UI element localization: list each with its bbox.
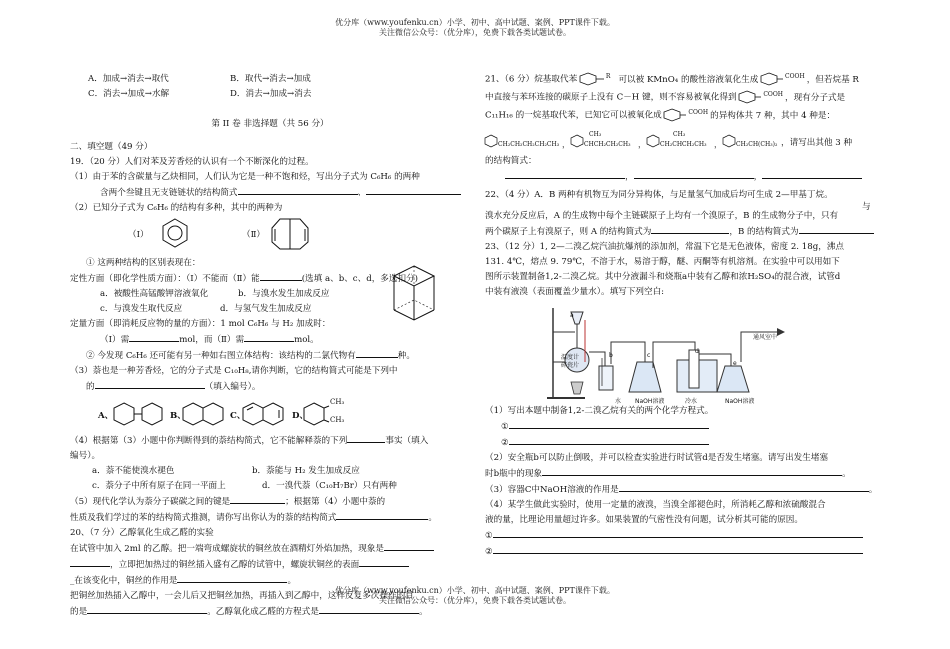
q19-opt-b: b．与溴水发生加成反应 [238, 289, 330, 299]
q22-line2: 溴水充分反应后，A 的生成物中每个主链碳原子上均有一个溴原子，B 的生成物分子中，只有 [485, 211, 839, 221]
q20-title: 20、（7 分）乙醇氧化生成乙醛的实验 [70, 528, 214, 538]
q19-opt-d: d．与氢气发生加成反应 [220, 304, 312, 314]
page-header-line2: 关注微信公众号：（优分库），免费下载各类试题试卷。 [379, 28, 571, 37]
isomer-4: CH₂CH(CH₃)₂ [736, 141, 778, 148]
option-a: A．加成→消去→取代 [88, 74, 169, 84]
fig-label-d: d [695, 348, 699, 355]
q19-4-text: （4）根据第（3）小题中你判断得到的萘结构简式，它不能解释萘的下列 事实（填入 [70, 433, 470, 449]
naphthalene-options [70, 395, 470, 433]
q19-4-opt-b: b．萘能与 H₂ 发生加成反应 [252, 466, 360, 476]
q19-2-3: 定量方面（即消耗反应物的量的方面）：1 mol C₆H₆ 与 H₂ 加成时： [70, 319, 331, 329]
q19-4-opt-c: c．萘分子中所有原子在同一平面上 [92, 481, 226, 491]
q21-line1: 21、（6 分）烷基取代苯 $^R$ 可以被 KMnO₄ 的酸性溶液氧化生成 $^{COOH}$ ，但若烷基 R [485, 72, 859, 85]
q19-4-opt-d: d．一溴代萘（C₁₀H₇Br）只有两种 [262, 481, 397, 491]
q23-2-b: 时b瓶中的现象 。 [485, 466, 885, 482]
structures-row [70, 216, 470, 256]
isomer-3: CH₂CHCH₂CH₃ [660, 141, 707, 148]
opt-C-label: C、 [230, 411, 246, 421]
q23-line1: 23、（12 分）1, 2—二溴乙烷汽油抗爆剂的添加剂，常温下它是无色液体，密度 2. 18g，沸点 [485, 242, 844, 252]
label-structure-1: （Ⅰ） [128, 230, 149, 240]
fig-label-b: b [609, 352, 613, 359]
isomer2-ring-icon [571, 135, 583, 147]
q22-continuation: 与 [862, 202, 871, 212]
q20-4: 把铜丝加热插入乙醇中，一会儿后又把铜丝加热，再插入到乙醇中，这样反复多次操作的目 [70, 591, 414, 601]
biphenyl-icon [114, 401, 162, 427]
ch3-bottom: CH₃ [330, 416, 345, 424]
q23-4: （4）某学生做此实验时，使用一定量的液溴，当溴全部褪色时，所消耗乙醇和浓硫酸混合 [485, 500, 826, 510]
dewar-benzene-icon [270, 218, 310, 250]
q20-5: 的是 。乙醇氧化成乙醛的方程式是 。 [70, 604, 470, 620]
q19-2-block [70, 256, 470, 364]
q23-2: （2）安全瓶b可以防止倒吸，并可以检查实验进行时试管d是否发生堵塞。请写出发生堵塞 [485, 453, 829, 463]
isomer-3-ch3: CH₃ [673, 131, 686, 138]
q20-3: _在该变化中，铜丝的作用是 。 [70, 573, 470, 589]
q23-1-b: ② [485, 435, 885, 451]
fig-label-cold: 冷水 [685, 398, 698, 405]
q23-3: （3）容器C中NaOH溶液的作用是 。 [485, 482, 885, 498]
isomer-sep-2: ， [638, 140, 646, 149]
fig-label-naoh: NaOH溶液 [635, 398, 665, 405]
option-b: B．取代→消去→加成 [230, 74, 311, 84]
isomer3-ring-icon [647, 135, 659, 147]
q19-3-text-b: 的 （填入编号）。 [70, 379, 470, 395]
q23-1: （1）写出本题中制备1,2-二溴乙烷有关的两个化学方程式。 [485, 406, 714, 416]
section-title: 二、填空题（49 分） [70, 142, 153, 152]
q19-opt-c: c．与溴发生取代反应 [100, 304, 183, 314]
alkylbenzene-icon [580, 72, 622, 86]
q21-request: ，请写出其他 3 种 [781, 138, 853, 148]
q23-line3: 图所示装置制备1,2-二溴乙烷。其中分液漏斗和烧瓶a中装有乙醇和浓H₂SO₄的混合液，试管d [485, 272, 841, 282]
opt-A-label: A、 [98, 411, 114, 421]
fig-label-water: 水 [615, 398, 622, 405]
fig-label-shards: 碎瓷片 [561, 362, 580, 369]
fig-label-exhaust: 通风室中 [753, 334, 778, 341]
q19-2-4: （Ⅰ）需 mol，而（Ⅱ）需 mol。 [70, 332, 470, 348]
left-column [70, 72, 470, 620]
ch3-top: CH₃ [330, 398, 345, 406]
q23-line4: 中装有液溴（表面覆盖少量水）。填写下列空白: [485, 287, 665, 297]
q20-1: 在试管中加入 2ml 的乙醇。把一端弯成螺旋状的铜丝放在酒精灯外焰加热，现象是 [70, 541, 470, 557]
isomer-2-ch3: CH₃ [589, 131, 602, 138]
page-footer-line2: 关注微信公众号：（优分库），免费下载各类试题试卷。 [379, 596, 571, 605]
isomer-1: CH₂CH₂CH₂CH₂CH₃ [498, 141, 560, 148]
page-footer-line1: 优分库（www.youfenku.cn）小学、初中、高中试题、案例、PPT课件下载。 [335, 586, 615, 595]
q19-2-2: 定性方面（即化学性质方面）：（Ⅰ）不能而（Ⅱ）能 (选填 a、b、c、d，多选扣分) [70, 271, 470, 287]
q19-title: 19．（20 分）人们对苯及芳香烃的认识有一个不断深化的过程。 [70, 157, 314, 167]
q23-line2: 131. 4℃，熔点 9. 79℃，不溶于水，易溶于醇，醚、丙酮等有机溶剂。在实验中可以用如下 [485, 257, 840, 267]
isomer-2: CHCH₂CH₂CH₃ [584, 141, 631, 148]
fig-label-naoh2: NaOH溶液 [725, 398, 755, 405]
fig-label-thermometer: 温度计 [561, 354, 580, 361]
benzene-ring-icon [162, 218, 188, 248]
fig-label-e: e [733, 360, 737, 367]
q22-line3: 两个碳原子上有溴原子，则 A 的结构简式为 ，B 的结构简式为 [485, 224, 885, 240]
q23-4-c: ① [485, 528, 885, 544]
q19-opt-a: a．被酸性高锰酸钾溶液氧化 [100, 289, 209, 299]
apparatus-figure [485, 300, 885, 404]
page-header-line1: 优分库（www.youfenku.cn）小学、初中、高中试题、案例、PPT课件下载。 [335, 18, 615, 27]
xylene-icon [304, 401, 330, 427]
q19-2-5: ② 今发现 C₆H₆ 还可能有另一种如右图立体结构：该结构的二氯代物有 种。 [70, 348, 470, 364]
q21-isomers [485, 126, 885, 154]
part-title: 第 II 卷 非选择题（共 56 分） [211, 119, 329, 129]
opt-D-label: D、 [292, 411, 309, 421]
q19-4-opt-a: a．萘不能使溴水褪色 [92, 466, 175, 476]
isomer1-ring-icon [485, 135, 497, 147]
isomer4-ring-icon [723, 135, 735, 147]
right-column [485, 72, 885, 560]
opt-B-label: B、 [170, 411, 186, 421]
q23-1-a: ① [485, 419, 885, 435]
q19-5-text: （5）现代化学认为萘分子碳碳之间的键是 ；根据第（4）小题中萘的 [70, 494, 470, 510]
label-structure-2: （Ⅱ） [242, 230, 266, 240]
q19-3-text: （3）萘也是一种芳香烃，它的分子式是 C₁₀H₈,请你判断，它的结构简式可能是下列中 [70, 366, 398, 376]
q20-2: ，立即把加热过的铜丝插入盛有乙醇的试管中，螺旋状铜丝的表面 [70, 557, 470, 573]
naphthalene-alt-icon [243, 401, 283, 427]
q19-5-text-b: 性质及我们学过的苯的结构简式推测，请你写出你认为的萘的结构简式 。 [70, 510, 470, 526]
q21-answer-label: 的结构简式： [485, 156, 537, 166]
fig-label-c: c [647, 352, 651, 359]
q21-line3: C₁₁H₁₆ 的一烷基取代苯，已知它可以被氧化成 $^{COOH}$ 的异构体共 7 种，其中 4 种是： [485, 108, 836, 121]
q21-answer-lines: ， ， [485, 169, 885, 184]
isomer-sep-1: ， [562, 140, 570, 149]
q19-1-text-b: 含两个叁键且无支链链状的结构简式 、 [70, 185, 470, 201]
q19-2-1: ① 这两种结构的区别表现在： [86, 258, 201, 268]
q19-1-text: （1）由于苯的含碳量与乙炔相同，人们认为它是一种不饱和烃，写出分子式为 C₆H₆ 的两种 [70, 172, 420, 182]
fig-label-a: a [570, 312, 574, 319]
naphthalene-icon [183, 401, 223, 427]
q23-4-b: 液的量，比理论用量超过许多。如果装置的气密性没有问题，试分析其可能的原因。 [485, 515, 803, 525]
option-d: D．消去→加成→消去 [230, 89, 312, 99]
isomer-sep-3: ， [714, 140, 722, 149]
q19-2-text: （2）已知分子式为 C₆H₆ 的结构有多种，其中的两种为 [70, 203, 283, 213]
q21-line2: 中直接与苯环连接的碳原子上没有 C－H 键，则不容易被氧化得到 $^{COOH}$ ，现有分子式是 [485, 90, 846, 103]
option-c: C．消去→加成→水解 [88, 89, 170, 99]
q22-line1: 22、（4 分）A．B 两种有机物互为同分异构体，与足量氢气加成后均可生成 2—甲基丁烷。 与 [485, 188, 885, 203]
apparatus-diagram [545, 302, 805, 402]
q19-4-text-b: 编号）。 [70, 451, 101, 461]
q23-4-d: ② [485, 544, 885, 560]
